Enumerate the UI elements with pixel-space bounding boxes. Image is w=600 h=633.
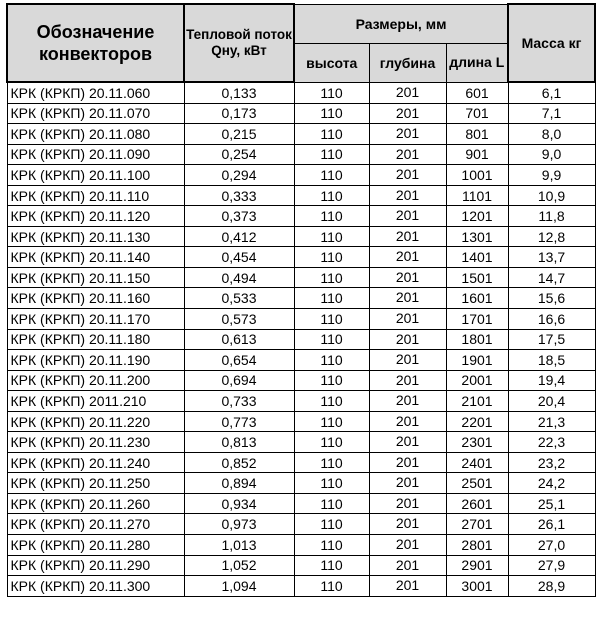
mass-cell: 25,1: [508, 493, 595, 514]
table-row: [7, 206, 595, 227]
depth-cell: 201: [369, 206, 446, 227]
model-name-cell: КРК (КРКП) 20.11.120: [7, 206, 184, 227]
mass-cell: 22,3: [508, 432, 595, 453]
depth-cell: 201: [369, 350, 446, 371]
depth-cell: 201: [369, 288, 446, 309]
heat-flow-cell: 1,013: [184, 535, 294, 556]
mass-cell: 28,9: [508, 576, 595, 597]
model-name-cell: КРК (КРКП) 20.11.060: [7, 82, 184, 103]
length-cell: 901: [446, 144, 508, 165]
height-cell: 110: [294, 82, 369, 103]
height-cell: 110: [294, 576, 369, 597]
table-row: [7, 82, 595, 103]
heat-flow-cell: 0,333: [184, 185, 294, 206]
heat-flow-cell: 0,973: [184, 514, 294, 535]
height-cell: 110: [294, 124, 369, 145]
model-name-cell: КРК (КРКП) 20.11.190: [7, 350, 184, 371]
mass-cell: 21,3: [508, 411, 595, 432]
heat-flow-cell: 0,412: [184, 226, 294, 247]
header-height: высота: [294, 43, 369, 82]
header-depth: глубина: [369, 43, 446, 82]
height-cell: 110: [294, 350, 369, 371]
mass-cell: 26,1: [508, 514, 595, 535]
mass-cell: 11,8: [508, 206, 595, 227]
table-row: [7, 350, 595, 371]
heat-flow-cell: 0,934: [184, 493, 294, 514]
heat-flow-cell: 0,173: [184, 103, 294, 124]
length-cell: 1301: [446, 226, 508, 247]
heat-flow-cell: 0,533: [184, 288, 294, 309]
length-cell: 2001: [446, 370, 508, 391]
table-row: [7, 144, 595, 165]
length-cell: 2901: [446, 555, 508, 576]
height-cell: 110: [294, 103, 369, 124]
length-cell: 2601: [446, 493, 508, 514]
table-row: [7, 514, 595, 535]
height-cell: 110: [294, 309, 369, 330]
heat-flow-cell: 0,254: [184, 144, 294, 165]
heat-flow-cell: 0,373: [184, 206, 294, 227]
mass-cell: 27,9: [508, 555, 595, 576]
model-name-cell: КРК (КРКП) 20.11.200: [7, 370, 184, 391]
length-cell: 701: [446, 103, 508, 124]
height-cell: 110: [294, 411, 369, 432]
depth-cell: 201: [369, 82, 446, 103]
length-cell: 1801: [446, 329, 508, 350]
table-row: [7, 370, 595, 391]
depth-cell: 201: [369, 165, 446, 186]
header-designation: Обозначение конвекторов: [7, 4, 184, 82]
height-cell: 110: [294, 144, 369, 165]
heat-flow-cell: 1,094: [184, 576, 294, 597]
mass-cell: 16,6: [508, 309, 595, 330]
heat-flow-cell: 0,654: [184, 350, 294, 371]
table-row: [7, 555, 595, 576]
mass-cell: 8,0: [508, 124, 595, 145]
model-name-cell: КРК (КРКП) 20.11.240: [7, 452, 184, 473]
heat-flow-cell: 0,773: [184, 411, 294, 432]
table-row: [7, 535, 595, 556]
length-cell: 2501: [446, 473, 508, 494]
length-cell: 801: [446, 124, 508, 145]
mass-cell: 18,5: [508, 350, 595, 371]
heat-flow-cell: 0,613: [184, 329, 294, 350]
mass-cell: 9,9: [508, 165, 595, 186]
length-cell: 2101: [446, 391, 508, 412]
length-cell: 1201: [446, 206, 508, 227]
depth-cell: 201: [369, 452, 446, 473]
length-cell: 1401: [446, 247, 508, 268]
height-cell: 110: [294, 226, 369, 247]
table-row: [7, 391, 595, 412]
length-cell: 2401: [446, 452, 508, 473]
length-cell: 1501: [446, 267, 508, 288]
heat-flow-cell: 0,733: [184, 391, 294, 412]
mass-cell: 20,4: [508, 391, 595, 412]
convector-spec-table: [6, 3, 596, 597]
depth-cell: 201: [369, 576, 446, 597]
depth-cell: 201: [369, 370, 446, 391]
table-row: [7, 329, 595, 350]
heat-flow-cell: 0,294: [184, 165, 294, 186]
height-cell: 110: [294, 535, 369, 556]
height-cell: 110: [294, 329, 369, 350]
depth-cell: 201: [369, 247, 446, 268]
table-row: [7, 432, 595, 453]
model-name-cell: КРК (КРКП) 20.11.070: [7, 103, 184, 124]
heat-flow-cell: 0,894: [184, 473, 294, 494]
heat-flow-cell: 0,694: [184, 370, 294, 391]
model-name-cell: КРК (КРКП) 20.11.230: [7, 432, 184, 453]
model-name-cell: КРК (КРКП) 20.11.270: [7, 514, 184, 535]
length-cell: 3001: [446, 576, 508, 597]
length-cell: 1601: [446, 288, 508, 309]
model-name-cell: КРК (КРКП) 20.11.250: [7, 473, 184, 494]
length-cell: 1701: [446, 309, 508, 330]
height-cell: 110: [294, 185, 369, 206]
header-heat-flow: Тепловой поток Qну, кВт: [184, 4, 294, 82]
model-name-cell: КРК (КРКП) 20.11.140: [7, 247, 184, 268]
height-cell: 110: [294, 473, 369, 494]
header-length: длина L: [446, 43, 508, 82]
length-cell: 1001: [446, 165, 508, 186]
depth-cell: 201: [369, 555, 446, 576]
mass-cell: 15,6: [508, 288, 595, 309]
model-name-cell: КРК (КРКП) 20.11.110: [7, 185, 184, 206]
mass-cell: 10,9: [508, 185, 595, 206]
heat-flow-cell: 0,852: [184, 452, 294, 473]
header-dimensions: Размеры, мм: [294, 4, 508, 43]
model-name-cell: КРК (КРКП) 20.11.220: [7, 411, 184, 432]
model-name-cell: КРК (КРКП) 20.11.280: [7, 535, 184, 556]
height-cell: 110: [294, 267, 369, 288]
mass-cell: 9,0: [508, 144, 595, 165]
heat-flow-cell: 0,813: [184, 432, 294, 453]
length-cell: 2701: [446, 514, 508, 535]
table-row: [7, 288, 595, 309]
model-name-cell: КРК (КРКП) 20.11.090: [7, 144, 184, 165]
length-cell: 2201: [446, 411, 508, 432]
depth-cell: 201: [369, 432, 446, 453]
depth-cell: 201: [369, 267, 446, 288]
height-cell: 110: [294, 370, 369, 391]
table-row: [7, 452, 595, 473]
table-row: [7, 103, 595, 124]
depth-cell: 201: [369, 226, 446, 247]
heat-flow-cell: 0,573: [184, 309, 294, 330]
table-row: [7, 493, 595, 514]
mass-cell: 17,5: [508, 329, 595, 350]
heat-flow-cell: 1,052: [184, 555, 294, 576]
depth-cell: 201: [369, 124, 446, 145]
model-name-cell: КРК (КРКП) 20.11.170: [7, 309, 184, 330]
heat-flow-cell: 0,133: [184, 82, 294, 103]
table-row: [7, 124, 595, 145]
length-cell: 2801: [446, 535, 508, 556]
depth-cell: 201: [369, 103, 446, 124]
depth-cell: 201: [369, 309, 446, 330]
model-name-cell: КРК (КРКП) 20.11.150: [7, 267, 184, 288]
model-name-cell: КРК (КРКП) 2011.210: [7, 391, 184, 412]
table-row: [7, 576, 595, 597]
mass-cell: 13,7: [508, 247, 595, 268]
height-cell: 110: [294, 432, 369, 453]
height-cell: 110: [294, 493, 369, 514]
model-name-cell: КРК (КРКП) 20.11.260: [7, 493, 184, 514]
heat-flow-cell: 0,494: [184, 267, 294, 288]
length-cell: 1101: [446, 185, 508, 206]
mass-cell: 7,1: [508, 103, 595, 124]
mass-cell: 12,8: [508, 226, 595, 247]
mass-cell: 23,2: [508, 452, 595, 473]
mass-cell: 19,4: [508, 370, 595, 391]
depth-cell: 201: [369, 411, 446, 432]
depth-cell: 201: [369, 473, 446, 494]
model-name-cell: КРК (КРКП) 20.11.130: [7, 226, 184, 247]
heat-flow-cell: 0,454: [184, 247, 294, 268]
height-cell: 110: [294, 391, 369, 412]
depth-cell: 201: [369, 391, 446, 412]
height-cell: 110: [294, 247, 369, 268]
depth-cell: 201: [369, 329, 446, 350]
model-name-cell: КРК (КРКП) 20.11.180: [7, 329, 184, 350]
table-row: [7, 247, 595, 268]
mass-cell: 24,2: [508, 473, 595, 494]
depth-cell: 201: [369, 535, 446, 556]
height-cell: 110: [294, 165, 369, 186]
header-mass: Масса кг: [508, 4, 595, 82]
table-row: [7, 226, 595, 247]
model-name-cell: КРК (КРКП) 20.11.300: [7, 576, 184, 597]
height-cell: 110: [294, 514, 369, 535]
table-row: [7, 165, 595, 186]
length-cell: 1901: [446, 350, 508, 371]
model-name-cell: КРК (КРКП) 20.11.100: [7, 165, 184, 186]
height-cell: 110: [294, 452, 369, 473]
table-row: [7, 411, 595, 432]
height-cell: 110: [294, 288, 369, 309]
table-body: [7, 82, 595, 596]
depth-cell: 201: [369, 514, 446, 535]
length-cell: 2301: [446, 432, 508, 453]
mass-cell: 27,0: [508, 535, 595, 556]
table-row: [7, 473, 595, 494]
table-row: [7, 185, 595, 206]
mass-cell: 14,7: [508, 267, 595, 288]
height-cell: 110: [294, 555, 369, 576]
length-cell: 601: [446, 82, 508, 103]
model-name-cell: КРК (КРКП) 20.11.290: [7, 555, 184, 576]
table-row: [7, 309, 595, 330]
depth-cell: 201: [369, 185, 446, 206]
depth-cell: 201: [369, 493, 446, 514]
model-name-cell: КРК (КРКП) 20.11.080: [7, 124, 184, 145]
model-name-cell: КРК (КРКП) 20.11.160: [7, 288, 184, 309]
mass-cell: 6,1: [508, 82, 595, 103]
height-cell: 110: [294, 206, 369, 227]
heat-flow-cell: 0,215: [184, 124, 294, 145]
table-row: [7, 267, 595, 288]
depth-cell: 201: [369, 144, 446, 165]
